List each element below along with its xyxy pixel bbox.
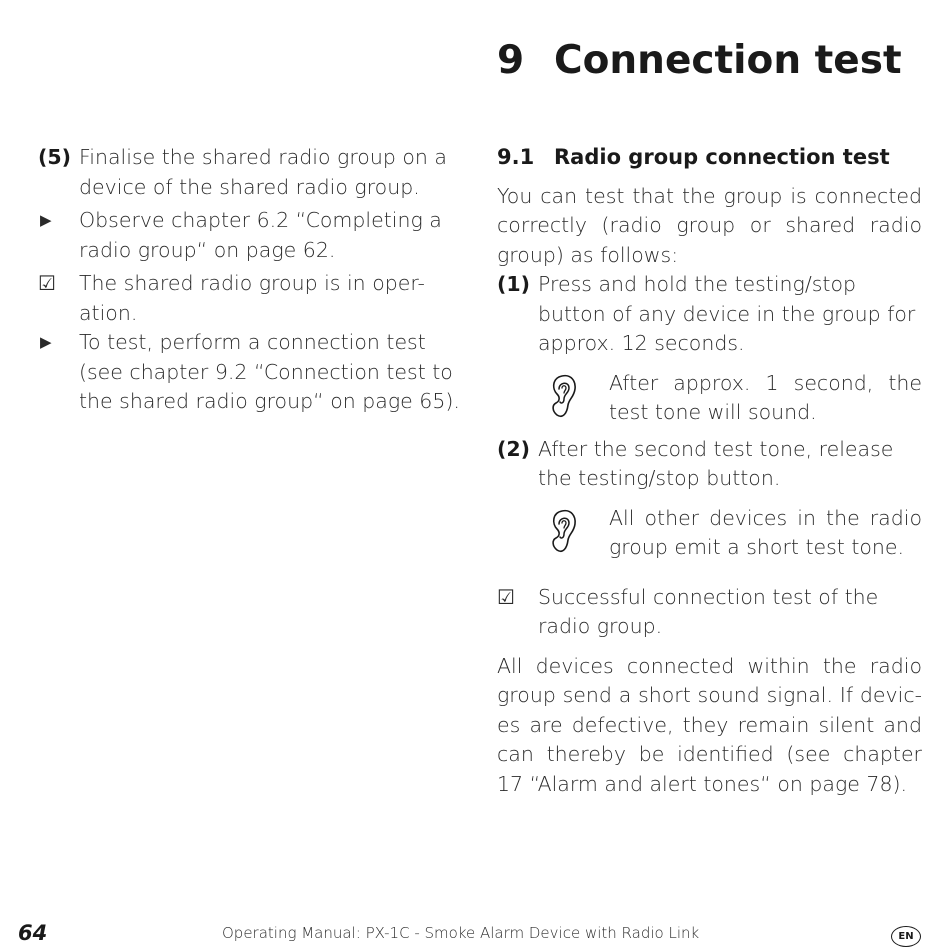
section-number: 9.1 <box>497 145 535 169</box>
step-1 <box>497 270 922 359</box>
section-title: Radio group connection test <box>554 145 890 169</box>
step-5 <box>38 143 463 202</box>
chapter-number: 9 <box>497 38 525 83</box>
checkbox-checked-icon: ☑ <box>38 271 56 295</box>
triangle-bullet-icon: ▶ <box>40 333 52 351</box>
note-text: After approx. 1 second, the test tone will sound. <box>609 370 922 424</box>
result-item <box>497 583 922 642</box>
step-marker: (2) <box>497 436 531 461</box>
triangle-bullet-icon: ▶ <box>40 211 52 229</box>
tone-note <box>497 369 922 428</box>
right-column <box>497 143 922 799</box>
step-text: Finalise the shared radio group on a device of the shared radio group. <box>79 145 447 199</box>
bullet-item <box>38 206 463 265</box>
step-text: After the second test tone, release the testing/stop button. <box>538 436 894 490</box>
bullet-text: To test, perform a connection test (see chapter 9.2 “Connection test to the shared radio group“ on page 65). <box>79 330 460 413</box>
section-heading <box>497 143 922 173</box>
result-text: The shared radio group is in oper-ation. <box>79 271 425 325</box>
bullet-item <box>38 328 463 417</box>
step-2 <box>497 435 922 494</box>
step-marker: (5) <box>38 145 72 169</box>
step-text: Press and hold the testing/stop button of any device in the group for approx. 12 seconds. <box>538 272 916 355</box>
page-number: 64 <box>18 921 48 945</box>
note-text: All other devices in the radio group emit a short test tone. <box>609 505 922 559</box>
left-column <box>38 143 463 417</box>
tone-note <box>497 504 922 563</box>
page-footer <box>0 918 950 946</box>
footer-title: Operating Manual: PX-1C - Smoke Alarm Device with Radio Link <box>222 924 700 942</box>
ear-icon <box>549 506 577 558</box>
checkbox-checked-icon: ☑ <box>497 584 515 609</box>
bullet-text: Observe chapter 6.2 “Completing a radio group“ on page 62. <box>79 208 442 262</box>
result-item <box>38 269 463 328</box>
step-marker: (1) <box>497 272 531 296</box>
chapter-title-text: Connection test <box>554 38 902 83</box>
ear-icon <box>549 371 577 423</box>
section-closing: All devices connected within the radio group send a short sound signal. If devic-es are defective, they remain silent and can thereby be identified (see chapter 17 “Alarm and alert tones“ on page 78). <box>497 653 922 796</box>
section-intro: You can test that the group is connected correctly (radio group or shared radio group) as follows: <box>497 183 922 267</box>
chapter-title <box>497 38 902 85</box>
result-text: Successful connection test of the radio group. <box>538 584 879 638</box>
language-badge-icon: EN <box>891 926 921 947</box>
